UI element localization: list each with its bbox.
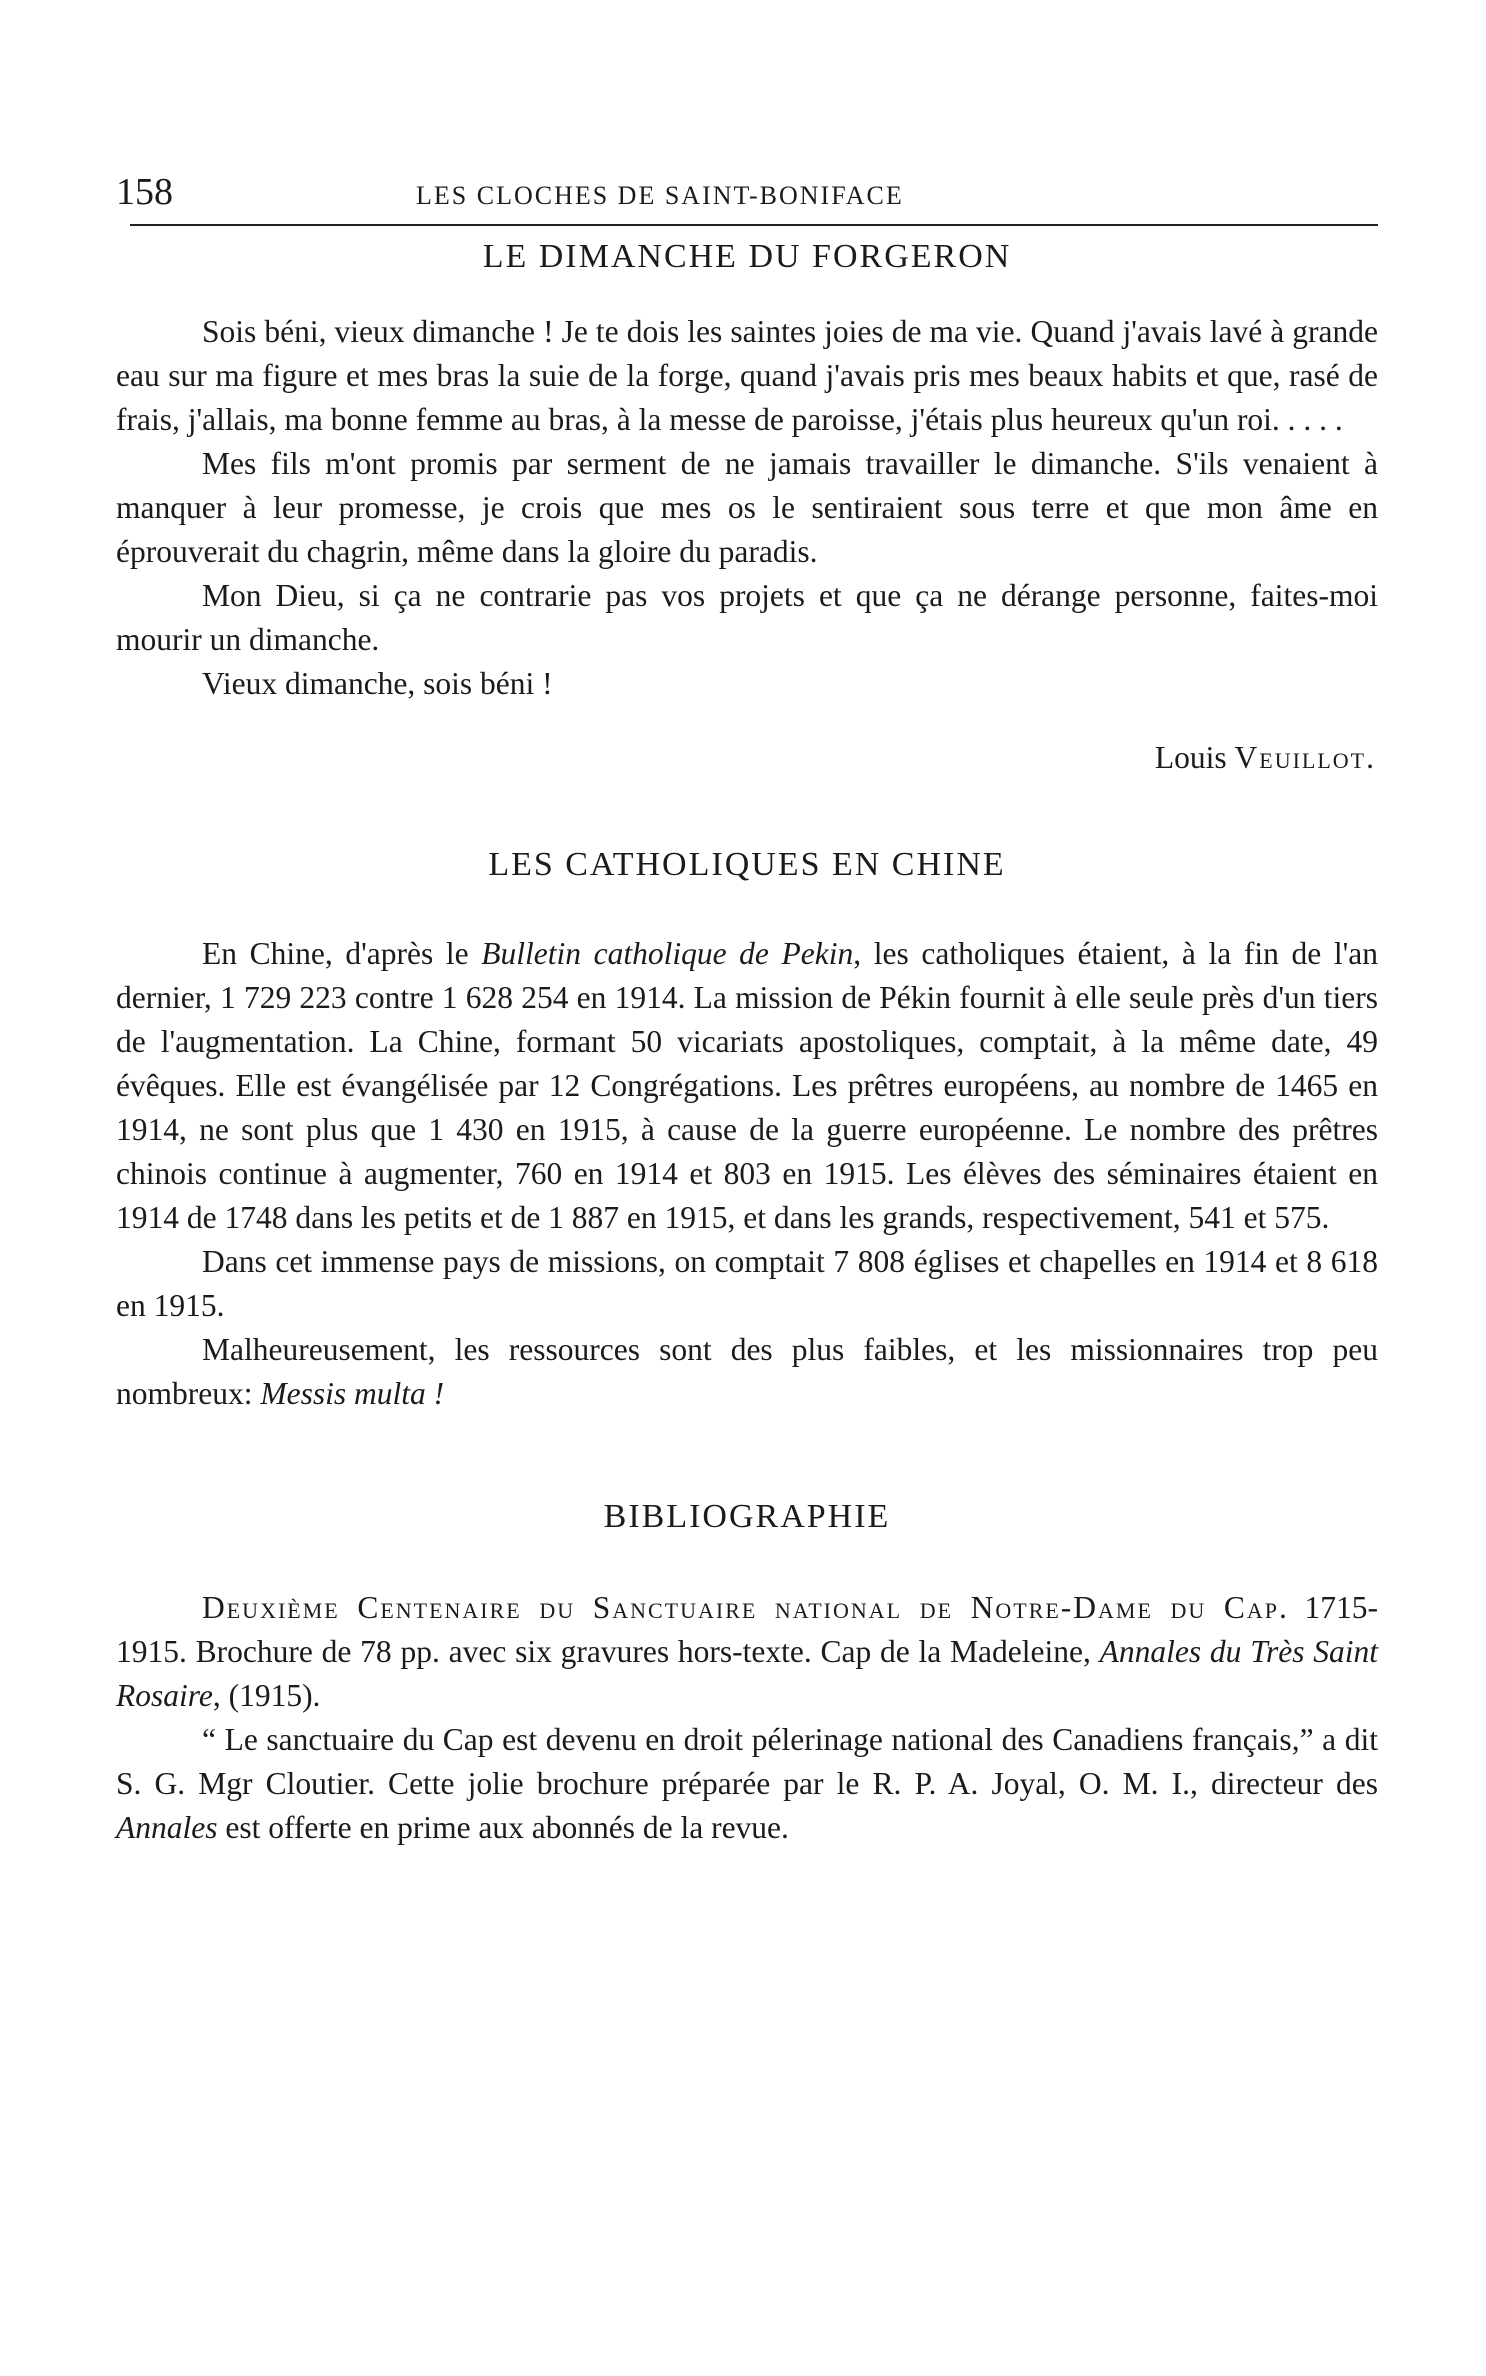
paragraph (116, 932, 1378, 1240)
paragraph: Dans cet immense pays de missions, on comptait 7 808 églises et chapelles en 1914 et 8 618 en 1915. (116, 1244, 1378, 1323)
text-run: 1715-1915. Brochure de 78 pp. avec six gravures hors-texte. Cap de la Madeleine, (116, 1590, 1378, 1669)
header-rule (130, 224, 1378, 226)
author-signature (116, 740, 1378, 776)
text-run: est offerte en prime aux abonnés de la revue. (217, 1810, 789, 1845)
paragraph (116, 1586, 1378, 1718)
section-body-chine (116, 932, 1378, 1416)
section-body-forgeron (116, 310, 1378, 706)
italic-title: Annales (116, 1810, 218, 1845)
italic-title: Bulletin catholique de Pekin (481, 936, 854, 971)
paragraph: Mes fils m'ont promis par serment de ne jamais travailler le dimanche. S'ils venaient à manquer à leur promesse, je crois que mes os le sentiraient sous terre et que mon âme en éprouverait du chagrin, même dans la gloire du paradis. (116, 446, 1378, 569)
text-run: Malheureusement, les ressources sont des plus faibles, et les missionnaires trop peu nombreux: (116, 1332, 1378, 1411)
running-title: LES CLOCHES DE SAINT-BONIFACE (416, 181, 904, 210)
signature-first-name: Louis (1154, 740, 1227, 775)
section-title-bibliographie: BIBLIOGRAPHIE (603, 1498, 891, 1535)
paragraph: Sois béni, vieux dimanche ! Je te dois les saintes joies de ma vie. Quand j'avais lavé à grande eau sur ma figure et mes bras la suie de la forge, quand j'avais pris mes beaux habits et que, rasé de frais, j'allais, ma bonne femme au bras, à la messe de paroisse, j'étais plus heureux qu'un roi. . . . . (116, 314, 1378, 437)
small-caps-title: Deuxième Centenaire du Sanctuaire national de Notre-Dame du Cap. (202, 1590, 1289, 1625)
running-head (116, 170, 1378, 222)
text-run: En Chine, d'après le (202, 936, 482, 971)
paragraph (116, 1718, 1378, 1850)
italic-title: Annales du Très Saint Rosaire (116, 1634, 1379, 1713)
book-page (116, 170, 1378, 1850)
page-number: 158 (116, 171, 173, 213)
section-body-bibliographie (116, 1586, 1378, 1850)
signature-last-name: Veuillot. (1234, 740, 1376, 775)
italic-phrase: Messis multa ! (260, 1376, 445, 1411)
section-title-chine: LES CATHOLIQUES EN CHINE (488, 846, 1006, 883)
text-run: , (1915). (212, 1678, 321, 1713)
paragraph: Mon Dieu, si ça ne contrarie pas vos projets et que ça ne dérange personne, faites-moi mourir un dimanche. (116, 578, 1378, 657)
text-run: , les catholiques étaient, à la fin de l'an dernier, 1 729 223 contre 1 628 254 en 1914. La mission de Pékin fournit à elle seule près d'un tiers de l'augmentation. La Chine, formant 50 vicariats apostoliques, comptait, à la même date, 49 évêques. Elle est évangélisée par 12 Congrégations. Les prêtres européens, au nombre de 1465 en 1914, ne sont plus que 1 430 en 1915, à cause de la guerre européenne. Le nombre des prêtres chinois continue à augmenter, 760 en 1914 et 803 en 1915. Les élèves des séminaires étaient en 1914 de 1748 dans les petits et de 1 887 en 1915, et dans les grands, respectivement, 541 et 575. (116, 936, 1378, 1235)
paragraph (116, 1328, 1378, 1416)
text-run: “ Le sanctuaire du Cap est devenu en droit pélerinage national des Canadiens français,” a dit S. G. Mgr Cloutier. Cette jolie brochure préparée par le R. P. A. Joyal, O. M. I., directeur des (116, 1722, 1378, 1801)
section-title-forgeron: LE DIMANCHE DU FORGERON (482, 238, 1012, 275)
paragraph: Vieux dimanche, sois béni ! (202, 666, 553, 701)
